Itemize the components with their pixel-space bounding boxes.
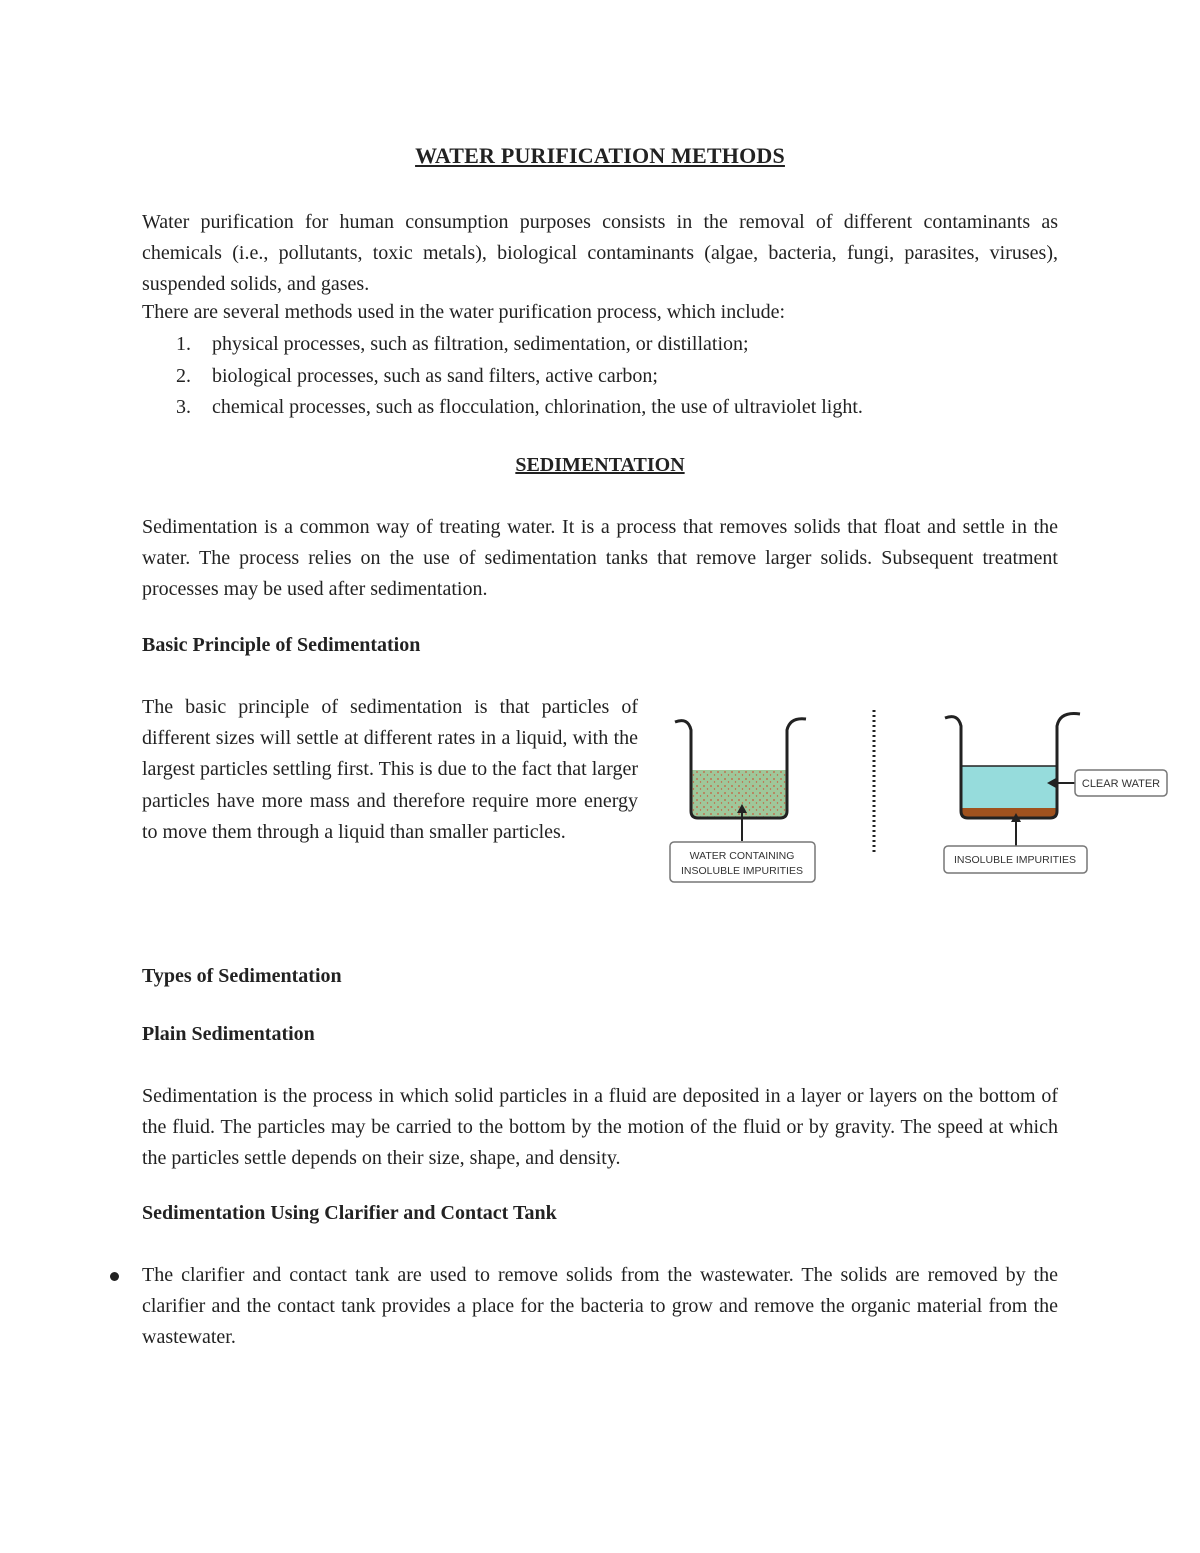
clear-water bbox=[961, 766, 1057, 809]
bullet-dot bbox=[110, 1272, 119, 1281]
right-label-top: CLEAR WATER bbox=[1081, 778, 1161, 790]
clarifier-heading: Sedimentation Using Clarifier and Contact Tank bbox=[142, 1202, 557, 1224]
plain-sedimentation-heading: Plain Sedimentation bbox=[142, 1023, 315, 1045]
document-title: WATER PURIFICATION METHODS bbox=[415, 143, 785, 168]
sediment-layer bbox=[961, 808, 1057, 817]
basic-principle-heading: Basic Principle of Sedimentation bbox=[142, 634, 421, 656]
list-item: chemical processes, such as flocculation, chlorination, the use of ultraviolet light. bbox=[212, 396, 863, 418]
clarifier-bullet-text: The clarifier and contact tank are used to remove solids from the wastewater. The solids are removed by the clarifier and the contact tank provides a place for the bacteria to grow and remove the organic material from the wastewater. bbox=[142, 1264, 1058, 1349]
basic-principle-paragraph: The basic principle of sedimentation is that particles of different sizes will settle at different rates in a liquid, with the largest particles settling first. This is due to the fact that larger particles have more mass and therefore require more energy to move them through a liquid than smaller particles. bbox=[142, 696, 638, 843]
plain-sedimentation-paragraph: Sedimentation is the process in which solid particles in a fluid are deposited in a layer or layers on the bottom of the fluid. The particles may be carried to the bottom by the motion of the fluid or by gravity. The speed at which the particles settle depends on their size, shape, and density. bbox=[142, 1085, 1058, 1170]
list-item-number: 2. bbox=[176, 365, 191, 387]
list-item-number: 3. bbox=[176, 396, 191, 418]
left-beaker bbox=[670, 719, 815, 882]
sedimentation-paragraph: Sedimentation is a common way of treating water. It is a process that removes solids that float and settle in the water. The process relies on the use of sedimentation tanks that remove larger solids. Subsequent treatment processes may be used after sedimentation. bbox=[142, 516, 1058, 601]
right-beaker bbox=[944, 714, 1167, 874]
right-label-bottom: INSOLUBLE IMPURITIES bbox=[954, 854, 1076, 866]
list-item: physical processes, such as filtration, sedimentation, or distillation; bbox=[212, 333, 749, 355]
types-heading: Types of Sedimentation bbox=[142, 965, 342, 987]
list-item: biological processes, such as sand filters, active carbon; bbox=[212, 365, 658, 387]
left-label-line2: INSOLUBLE IMPURITIES bbox=[681, 865, 803, 877]
list-item-number: 1. bbox=[176, 333, 191, 355]
intro-lead: There are several methods used in the water purification process, which include: bbox=[142, 301, 786, 323]
intro-paragraph: Water purification for human consumption purposes consists in the removal of different contaminants as chemicals (i.e., pollutants, toxic metals), biological contaminants (algae, bacteria, fungi, parasites, viruses), suspended solids, and gases. bbox=[142, 211, 1058, 296]
sedimentation-diagram bbox=[660, 700, 1180, 900]
sedimentation-title: SEDIMENTATION bbox=[515, 454, 685, 476]
left-label-line1: WATER CONTAINING bbox=[689, 850, 795, 862]
